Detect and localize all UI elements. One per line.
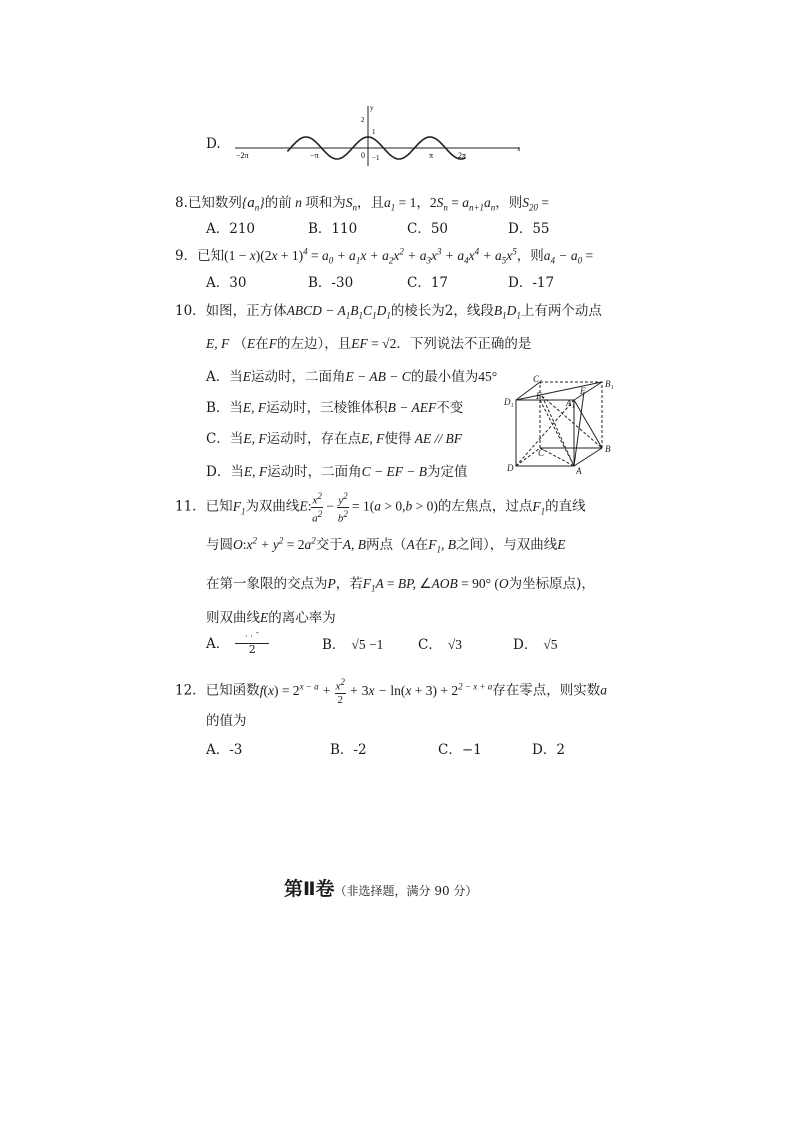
q11-stem-line2: 与圆$O:x^2 + y^2 = 2a^2$交于A, B两点（A在$F_1$, B之间），与双曲线E bbox=[206, 535, 566, 555]
tick-negpi: −π bbox=[310, 151, 319, 160]
q12-option-d[interactable]: D．2 bbox=[532, 742, 565, 758]
cube-label-d1: D₁ bbox=[504, 397, 514, 407]
cube-label-c1: C₁ bbox=[533, 374, 543, 384]
q10-option-d[interactable]: D．当E, F运动时，二面角C − EF − B为定值 bbox=[206, 464, 468, 480]
q11-stem-line4: 则双曲线E的离心率为 bbox=[206, 610, 336, 626]
q10-stem-line2: E, F （E在F的左边），且EF = √2．下列说法不正确的是 bbox=[206, 336, 532, 352]
q8-option-d[interactable]: D．55 bbox=[508, 221, 550, 237]
q11-option-a[interactable]: A． $\frac{\text{· · ˉ}}{2}$ bbox=[206, 632, 269, 656]
tick-y1: 1 bbox=[372, 128, 376, 136]
q10-option-b[interactable]: B．当E, F运动时，三棱锥体积B − AEF不变 bbox=[206, 400, 464, 416]
q10-cube-figure bbox=[502, 372, 624, 478]
q10-stem-line1: 10．如图，正方体ABCD − $A_1B_1C_1D_1$的棱长为2，线段$B_1D_1$上有两个动点 bbox=[175, 303, 602, 321]
q11-option-b[interactable]: B． √5 −1 bbox=[322, 637, 384, 653]
tick-y2: 2 bbox=[361, 116, 365, 124]
q9-option-a[interactable]: A．30 bbox=[206, 275, 247, 291]
tick-neg2pi: −2π bbox=[236, 151, 249, 160]
q10-option-c[interactable]: C．当E, F运动时，存在点E, F使得 AE // BF bbox=[206, 431, 462, 447]
q12-stem: 12．已知函数$f(x) = 2^{x - a}$ + $\frac{x^2}{2}$ + $3x - \ln(x + 3) + 2^{2 - x + a}$存在零点，则实数a bbox=[175, 677, 608, 706]
cube-label-a1: A₁ bbox=[566, 398, 575, 408]
q12-option-a[interactable]: A．-3 bbox=[206, 742, 243, 758]
section-subtitle: （非选择题，满分 90 分） bbox=[334, 884, 478, 898]
q8-stem: 8.已知数列$\{a_n\}$的前 n 项和为$S_n$，且$a_1 = 1$，$2S_n = a_{n+1}a_n$，则$S_{20}$ = bbox=[175, 195, 550, 213]
cube-label-d: D bbox=[507, 463, 514, 473]
q12-option-c[interactable]: C．−1 bbox=[438, 742, 482, 758]
q12-stem-line2: 的值为 bbox=[206, 713, 247, 729]
cube-label-e: E bbox=[536, 391, 542, 401]
cube-label-b1: B₁ bbox=[605, 379, 614, 389]
q9-option-b[interactable]: B．-30 bbox=[308, 275, 354, 291]
q8-option-b[interactable]: B．110 bbox=[308, 221, 358, 237]
q9-option-d[interactable]: D．-17 bbox=[508, 275, 555, 291]
q12-option-b[interactable]: B．-2 bbox=[330, 742, 367, 758]
section-heading bbox=[284, 874, 477, 901]
q8-option-c[interactable]: C．50 bbox=[407, 221, 449, 237]
q11-stem-line1: 11．已知$F_1$为双曲线E: $\frac{x^2}{a^2}$ − $\frac{y^2}{b^2}$ = 1(a > 0,b > 0)的左焦点，过点$F_1$的直线 bbox=[175, 491, 586, 525]
q11-stem-line3: 在第一象限的交点为P，若$F_1A$ = BP, ∠AOB = 90° (O为坐标原点)， bbox=[206, 576, 595, 594]
q8-option-a[interactable]: A．210 bbox=[206, 221, 256, 237]
tick-zero: 0 bbox=[361, 151, 365, 160]
y-axis-label: y bbox=[370, 104, 374, 112]
tick-2pi: 2π bbox=[458, 151, 467, 160]
cube-label-b: B bbox=[605, 444, 611, 454]
x-axis-label: x bbox=[517, 145, 521, 153]
cube-label-f: F bbox=[580, 386, 586, 396]
q7-option-d-graph bbox=[230, 100, 530, 170]
section-title: 第Ⅱ卷 bbox=[284, 878, 335, 900]
q7-option-d-label: D. bbox=[206, 136, 221, 152]
q11-option-c[interactable]: C． √3 bbox=[418, 637, 463, 653]
tick-pi: π bbox=[429, 151, 434, 160]
q9-option-c[interactable]: C．17 bbox=[407, 275, 449, 291]
q9-stem: 9．已知$(1 - x)(2x + 1)^4 = a_0 + a_1x + a_2x^2 + a_3x^3 + a_4x^4 + a_5x^5$，则$a_4 - a_0$ = bbox=[175, 246, 594, 266]
q11-option-d[interactable]: D． √5 bbox=[513, 637, 558, 653]
cube-label-c: C bbox=[538, 448, 545, 458]
tick-yneg1: −1 bbox=[372, 154, 380, 162]
cube-label-a: A bbox=[576, 466, 582, 476]
q10-option-a[interactable]: A．当E运动时，二面角E − AB − C的最小值为45° bbox=[206, 369, 498, 385]
